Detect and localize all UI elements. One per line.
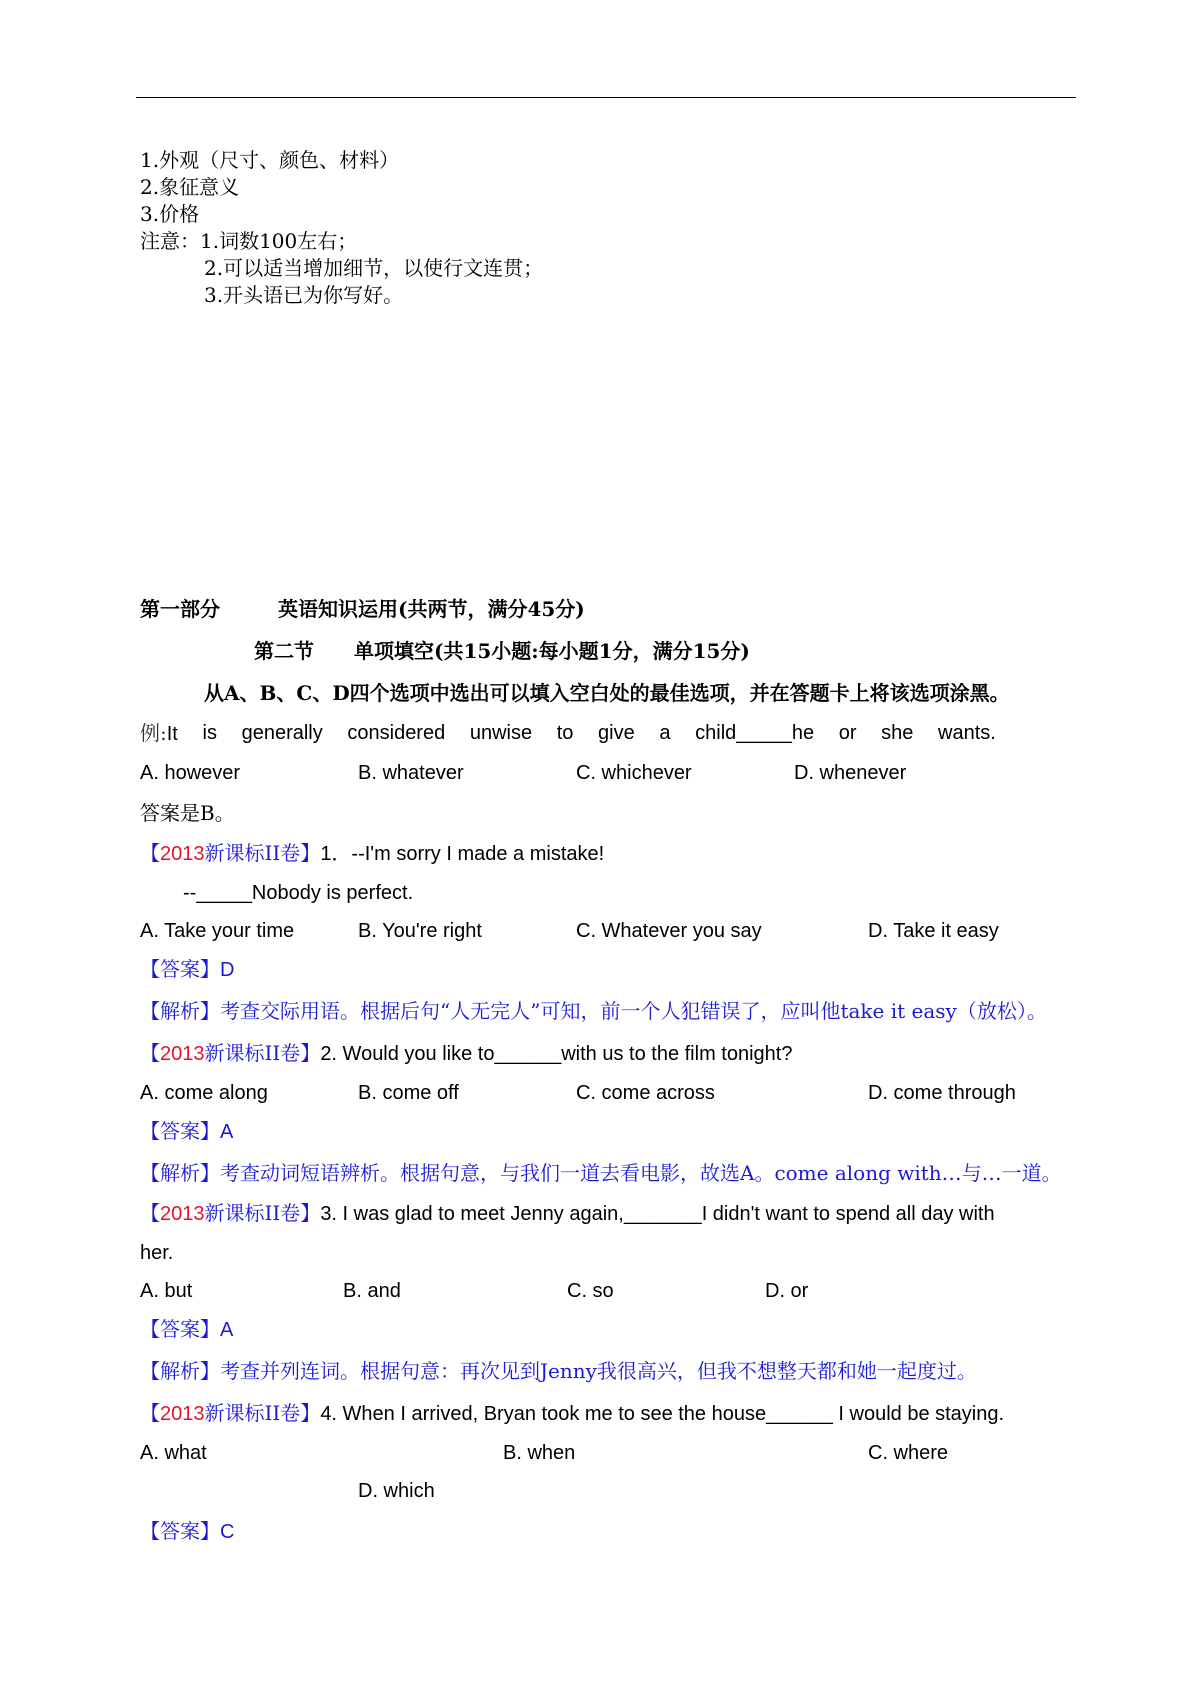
option: D. Take it easy	[868, 920, 999, 942]
source-year: 2013	[160, 843, 205, 865]
outline-point: 2.象征意义	[140, 175, 240, 199]
example-word: wants.	[938, 722, 996, 744]
question-stem	[140, 1040, 792, 1067]
note-item: 3.开头语已为你写好。	[204, 283, 404, 307]
outline-point: 3.价格	[140, 202, 200, 226]
analysis-text: 考查并列连词。根据句意：再次见到Jenny我很高兴，但我不想整天都和她一起度过。	[220, 1359, 977, 1383]
question-stem	[140, 840, 604, 867]
example-stem	[140, 720, 996, 747]
question-stem	[140, 1400, 1004, 1427]
example-word: to	[556, 722, 574, 744]
example-word: is	[202, 722, 217, 744]
header-rule	[136, 97, 1076, 98]
section-title: 单项填空(共15小题:每小题1分，满分15分)	[354, 639, 750, 663]
option: A. but	[140, 1280, 193, 1302]
option: C. Whatever you say	[576, 920, 762, 942]
source-bracket: 】	[300, 843, 321, 865]
example-word: considered	[347, 722, 446, 744]
example-word: give	[598, 722, 635, 744]
analysis-text: 考查交际用语。根据后句“人无完人”可知，前一个人犯错误了，应叫他take it easy（放松）。	[220, 999, 1047, 1023]
source-bracket: 【	[140, 1403, 160, 1425]
stem-text: 3. I was glad to meet Jenny again,_______I didn't want to spend all day with	[320, 1203, 995, 1225]
example-first	[140, 720, 178, 747]
section-heading	[254, 638, 750, 664]
answer-value: C	[220, 1521, 235, 1543]
example-word: child_____he	[695, 722, 815, 744]
example-answer: 答案是B。	[140, 801, 235, 825]
option: D. which	[358, 1480, 435, 1502]
question-stem-cont: --_____Nobody is perfect.	[183, 882, 414, 904]
outline-point: 1.外观（尺寸、颜色、材料）	[140, 148, 400, 172]
option: D. whenever	[794, 762, 907, 784]
example-word: unwise	[469, 722, 533, 744]
part-label: 第一部分	[140, 597, 220, 621]
note-item: 1.词数100左右；	[200, 229, 358, 253]
answer-value: A	[220, 1319, 234, 1341]
answer-line	[140, 1118, 233, 1145]
option: B. and	[343, 1280, 401, 1302]
example-word: generally	[241, 722, 323, 744]
option: B. You're right	[358, 920, 482, 942]
answer-line	[140, 1518, 234, 1545]
source-bracket: 【	[140, 1043, 160, 1065]
example-word: It	[166, 723, 178, 745]
source-year: 2013	[160, 1203, 205, 1225]
notes-label: 注意：	[140, 229, 200, 253]
option: C. where	[868, 1442, 949, 1464]
stem-text: 4. When I arrived, Bryan took me to see the house______ I would be staying.	[320, 1403, 1005, 1425]
option: C. whichever	[576, 762, 692, 784]
analysis-text: 考查动词短语辨析。根据句意，与我们一道去看电影，故选A。come along with…与…一道。	[220, 1161, 1062, 1185]
source-bracket: 】	[300, 1203, 321, 1225]
option: A. however	[140, 762, 241, 784]
answer-line	[140, 956, 234, 983]
source-bracket: 】	[300, 1403, 321, 1425]
analysis-label: 【解析】	[140, 999, 220, 1023]
stem-text: 1．--I'm sorry I made a mistake!	[320, 843, 605, 865]
analysis-label: 【解析】	[140, 1359, 220, 1383]
answer-value: D	[220, 959, 235, 981]
source-year: 2013	[160, 1043, 205, 1065]
source-name: 新课标II卷	[204, 1041, 301, 1065]
source-bracket: 【	[140, 1203, 160, 1225]
option: A. Take your time	[140, 920, 295, 942]
question-stem	[140, 1200, 995, 1227]
source-year: 2013	[160, 1403, 205, 1425]
option: B. come off	[358, 1082, 459, 1104]
answer-line	[140, 1316, 233, 1343]
option: D. or	[765, 1280, 809, 1302]
option: C. so	[567, 1280, 614, 1302]
notes-line	[140, 228, 357, 254]
option: A. what	[140, 1442, 207, 1464]
note-item: 2.可以适当增加细节，以使行文连贯；	[204, 256, 544, 280]
answer-value: A	[220, 1121, 234, 1143]
section-label: 第二节	[254, 639, 314, 663]
source-bracket: 【	[140, 843, 160, 865]
analysis-label: 【解析】	[140, 1161, 220, 1185]
question-stem-cont: her.	[140, 1242, 174, 1264]
part-heading	[140, 596, 585, 622]
example-word: or	[838, 722, 857, 744]
analysis-line	[140, 998, 1047, 1024]
instruction: 从A、B、C、D四个选项中选出可以填入空白处的最佳选项，并在答题卡上将该选项涂黑。	[204, 681, 1010, 705]
analysis-line	[140, 1358, 977, 1384]
option: C. come across	[576, 1082, 715, 1104]
answer-label: 【答案】	[140, 1519, 220, 1543]
option: B. whatever	[358, 762, 464, 784]
answer-label: 【答案】	[140, 957, 220, 981]
option: A. come along	[140, 1082, 268, 1104]
analysis-line	[140, 1160, 1062, 1186]
stem-text: 2. Would you like to______with us to the film tonight?	[320, 1043, 793, 1065]
answer-label: 【答案】	[140, 1317, 220, 1341]
option: D. come through	[868, 1082, 1016, 1104]
example-prefix: 例:	[140, 721, 167, 745]
example-word: she	[881, 722, 914, 744]
source-bracket: 】	[300, 1043, 321, 1065]
option: B. when	[503, 1442, 576, 1464]
source-name: 新课标II卷	[204, 1201, 301, 1225]
source-name: 新课标II卷	[204, 841, 301, 865]
source-name: 新课标II卷	[204, 1401, 301, 1425]
part-title: 英语知识运用(共两节，满分45分)	[278, 597, 585, 621]
answer-label: 【答案】	[140, 1119, 220, 1143]
example-word: a	[659, 722, 671, 744]
